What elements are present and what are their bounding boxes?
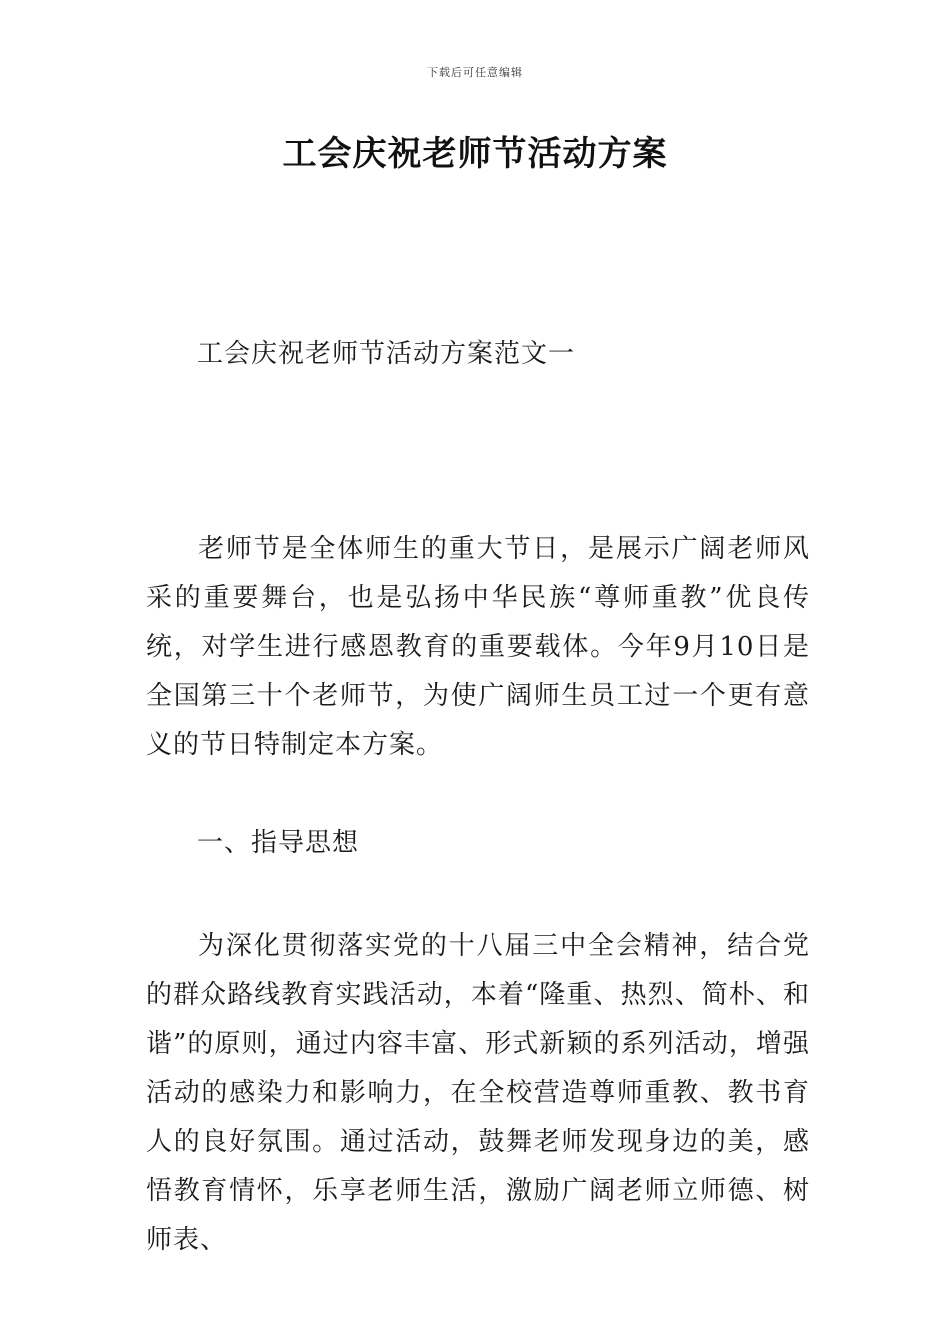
document-subtitle: 工会庆祝老师节活动方案范文一 [197, 339, 576, 369]
paragraph-intro: 老师节是全体师生的重大节日，是展示广阔老师风采的重要舞台，也是弘扬中华民族“尊师重教”优良传统，对学生进行感恩教育的重要载体。今年9月10日是全国第三十个老师节，为使广阔师生员工过一个更有意义的节日特制定本方案。 [146, 534, 810, 760]
section-heading-guiding-ideology: 一、指导思想 [197, 828, 360, 858]
document-title: 工会庆祝老师节活动方案 [282, 134, 668, 174]
paragraph-guiding-ideology: 为深化贯彻落实党的十八届三中全会精神，结合党的群众路线教育实践活动，本着“隆重、热烈、简朴、和谐”的原则，通过内容丰富、形式新颖的系列活动，增强活动的感染力和影响力，在全校营造尊师重教、教书育人的良好氛围。通过活动，鼓舞老师发现身边的美，感悟教育情怀，乐享老师生活，激励广阔老师立师德、树师表、 [146, 931, 810, 1255]
header-note: 下载后可任意编辑 [427, 66, 523, 79]
